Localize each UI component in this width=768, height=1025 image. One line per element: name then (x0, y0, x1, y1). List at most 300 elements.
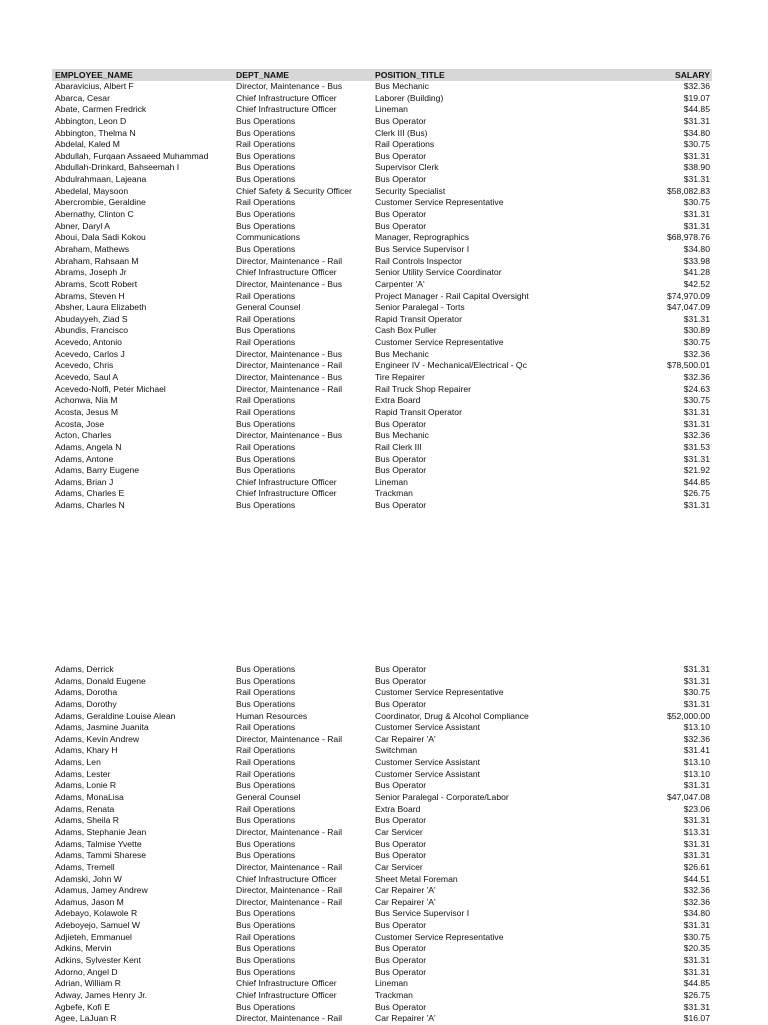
table-row (52, 128, 712, 140)
cell-dept-name: Bus Operations (236, 453, 296, 464)
table-row (52, 827, 712, 839)
cell-employee-name: Adams, Dorotha (55, 687, 118, 698)
cell-salary: $31.31 (683, 209, 710, 220)
cell-dept-name: Director, Maintenance - Bus (236, 430, 343, 441)
cell-dept-name: Rail Operations (236, 931, 296, 942)
cell-employee-name: Adrian, William R (55, 978, 121, 989)
cell-salary: $31.31 (683, 220, 710, 231)
cell-position-title: Bus Operator (375, 850, 427, 861)
cell-dept-name: General Counsel (236, 302, 301, 313)
cell-dept-name: Bus Operations (236, 815, 296, 826)
cell-salary: $38.90 (683, 162, 710, 173)
cell-dept-name: Director, Maintenance - Rail (236, 255, 343, 266)
cell-employee-name: Adjieteh, Emmanuel (55, 931, 132, 942)
cell-salary: $31.31 (683, 850, 710, 861)
cell-dept-name: Rail Operations (236, 722, 296, 733)
cell-salary: $74,970.09 (666, 290, 710, 301)
cell-dept-name: Director, Maintenance - Bus (236, 348, 343, 359)
table-row (52, 990, 712, 1002)
table-row (52, 244, 712, 256)
cell-employee-name: Abedelal, Maysoon (55, 185, 129, 196)
cell-position-title: Lineman (375, 978, 408, 989)
cell-dept-name: Director, Maintenance - Rail (236, 1013, 343, 1024)
cell-employee-name: Adorno, Angel D (55, 966, 118, 977)
table-row (52, 407, 712, 419)
cell-dept-name: Bus Operations (236, 675, 296, 686)
cell-dept-name: Rail Operations (236, 745, 296, 756)
table-row (52, 442, 712, 454)
cell-salary: $26.75 (683, 488, 710, 499)
cell-dept-name: Rail Operations (236, 768, 296, 779)
table-row (52, 897, 712, 909)
cell-position-title: Supervisor Clerk (375, 162, 439, 173)
cell-position-title: Car Servicer (375, 826, 423, 837)
cell-position-title: Bus Operator (375, 115, 427, 126)
cell-position-title: Customer Service Assistant (375, 757, 481, 768)
cell-salary: $31.31 (683, 406, 710, 417)
table-row (52, 908, 712, 920)
cell-dept-name: Chief Infrastructure Officer (236, 476, 337, 487)
cell-dept-name: Director, Maintenance - Bus (236, 278, 343, 289)
cell-salary: $30.89 (683, 325, 710, 336)
table-row (52, 267, 712, 279)
cell-position-title: Bus Operator (375, 943, 427, 954)
cell-position-title: Senior Paralegal - Corporate/Labor (375, 792, 509, 803)
cell-position-title: Car Repairer 'A' (375, 885, 436, 896)
table-row (52, 920, 712, 932)
cell-position-title: Bus Mechanic (375, 430, 429, 441)
cell-dept-name: Director, Maintenance - Bus (236, 81, 343, 91)
cell-employee-name: Acevedo, Saul A (55, 372, 119, 383)
cell-position-title: Rail Controls Inspector (375, 255, 462, 266)
cell-employee-name: Adams, Angela N (55, 441, 122, 452)
table-row (52, 104, 712, 116)
cell-position-title: Rapid Transit Operator (375, 313, 462, 324)
cell-salary: $32.36 (683, 348, 710, 359)
cell-salary: $31.31 (683, 313, 710, 324)
cell-salary: $32.36 (683, 81, 710, 91)
cell-dept-name: Director, Maintenance - Rail (236, 360, 343, 371)
table-row (52, 454, 712, 466)
cell-position-title: Bus Operator (375, 838, 427, 849)
cell-position-title: Bus Operator (375, 465, 427, 476)
table-row (52, 932, 712, 944)
cell-employee-name: Acevedo, Antonio (55, 337, 122, 348)
cell-salary: $31.31 (683, 920, 710, 931)
table-row (52, 430, 712, 442)
cell-salary: $13.10 (683, 757, 710, 768)
cell-employee-name: Adams, Len (55, 757, 101, 768)
cell-employee-name: Adams, Tammi Sharese (55, 850, 147, 861)
cell-position-title: Tire Repairer (375, 372, 425, 383)
cell-dept-name: Bus Operations (236, 955, 296, 966)
cell-employee-name: Achonwa, Nia M (55, 395, 118, 406)
cell-employee-name: Abarca, Cesar (55, 92, 110, 103)
cell-employee-name: Abrams, Steven H (55, 290, 125, 301)
cell-salary: $20.35 (683, 943, 710, 954)
cell-position-title: Manager, Reprographics (375, 232, 470, 243)
cell-salary: $32.36 (683, 733, 710, 744)
cell-position-title: Customer Service Representative (375, 337, 504, 348)
cell-dept-name: Bus Operations (236, 943, 296, 954)
cell-dept-name: Rail Operations (236, 803, 296, 814)
header-salary: SALARY (674, 70, 710, 80)
cell-position-title: Bus Operator (375, 150, 427, 161)
cell-salary: $30.75 (683, 139, 710, 150)
table-body-1 (52, 81, 712, 512)
cell-dept-name: Director, Maintenance - Rail (236, 383, 343, 394)
cell-salary: $31.31 (683, 150, 710, 161)
cell-dept-name: Rail Operations (236, 337, 296, 348)
cell-dept-name: Director, Maintenance - Rail (236, 896, 343, 907)
cell-employee-name: Adams, Lonie R (55, 780, 117, 791)
cell-employee-name: Adams, Stephanie Jean (55, 826, 147, 837)
table-row (52, 850, 712, 862)
table-row (52, 676, 712, 688)
table-row (52, 302, 712, 314)
table-row (52, 256, 712, 268)
cell-dept-name: Chief Infrastructure Officer (236, 989, 337, 1000)
cell-employee-name: Adams, Kevin Andrew (55, 733, 140, 744)
cell-employee-name: Adams, Charles N (55, 500, 125, 511)
cell-employee-name: Adams, Barry Eugene (55, 465, 140, 476)
cell-salary: $30.75 (683, 687, 710, 698)
cell-dept-name: Bus Operations (236, 465, 296, 476)
cell-dept-name: Bus Operations (236, 150, 296, 161)
cell-position-title: Laborer (Building) (375, 92, 444, 103)
cell-salary: $31.31 (683, 453, 710, 464)
cell-salary: $30.75 (683, 931, 710, 942)
table-row (52, 664, 712, 676)
cell-salary: $31.41 (683, 745, 710, 756)
cell-dept-name: Director, Maintenance - Rail (236, 885, 343, 896)
cell-employee-name: Acosta, Jesus M (55, 406, 119, 417)
cell-salary: $41.28 (683, 267, 710, 278)
cell-position-title: Clerk III (Bus) (375, 127, 428, 138)
cell-employee-name: Abdulrahmaan, Lajeana (55, 174, 147, 185)
cell-salary: $31.31 (683, 698, 710, 709)
cell-dept-name: Human Resources (236, 710, 308, 721)
cell-employee-name: Acevedo, Chris (55, 360, 114, 371)
cell-employee-name: Adams, Dorothy (55, 698, 117, 709)
cell-salary: $30.75 (683, 395, 710, 406)
cell-employee-name: Adams, Brian J (55, 476, 114, 487)
table-row (52, 291, 712, 303)
table-row (52, 815, 712, 827)
table-row (52, 874, 712, 886)
cell-position-title: Customer Service Representative (375, 687, 504, 698)
cell-salary: $16.07 (683, 1013, 710, 1024)
table-row (52, 116, 712, 128)
cell-position-title: Bus Operator (375, 815, 427, 826)
cell-position-title: Bus Service Supervisor I (375, 243, 470, 254)
cell-salary: $13.10 (683, 722, 710, 733)
table-row (52, 465, 712, 477)
cell-dept-name: Rail Operations (236, 757, 296, 768)
table-row (52, 955, 712, 967)
cell-position-title: Bus Operator (375, 220, 427, 231)
cell-dept-name: Bus Operations (236, 850, 296, 861)
cell-employee-name: Adams, Lester (55, 768, 111, 779)
cell-employee-name: Absher, Laura Elizabeth (55, 302, 147, 313)
cell-dept-name: Bus Operations (236, 325, 296, 336)
cell-dept-name: Bus Operations (236, 500, 296, 511)
table-row (52, 186, 712, 198)
cell-position-title: Rail Truck Shop Repairer (375, 383, 472, 394)
cell-position-title: Coordinator, Drug & Alcohol Compliance (375, 710, 529, 721)
cell-position-title: Bus Operator (375, 675, 427, 686)
cell-position-title: Trackman (375, 488, 413, 499)
cell-employee-name: Adams, Antone (55, 453, 114, 464)
cell-employee-name: Abrams, Joseph Jr (55, 267, 127, 278)
table-row (52, 722, 712, 734)
cell-dept-name: Rail Operations (236, 441, 296, 452)
table-row (52, 337, 712, 349)
cell-employee-name: Agee, LaJuan R (55, 1013, 117, 1024)
employee-table-block-1 (52, 69, 712, 512)
cell-employee-name: Adkins, Sylvester Kent (55, 955, 141, 966)
cell-position-title: Bus Operator (375, 698, 427, 709)
cell-dept-name: Bus Operations (236, 780, 296, 791)
cell-dept-name: Bus Operations (236, 220, 296, 231)
table-row (52, 1002, 712, 1014)
table-row (52, 862, 712, 874)
cell-dept-name: General Counsel (236, 792, 301, 803)
cell-position-title: Rail Clerk III (375, 441, 422, 452)
cell-position-title: Rail Operations (375, 139, 435, 150)
cell-position-title: Cash Box Puller (375, 325, 437, 336)
table-row (52, 769, 712, 781)
header-dept-name: DEPT_NAME (236, 70, 290, 80)
cell-dept-name: Chief Safety & Security Officer (236, 185, 352, 196)
table-body-2 (52, 664, 712, 1025)
cell-position-title: Extra Board (375, 803, 421, 814)
cell-salary: $21.92 (683, 465, 710, 476)
table-row (52, 174, 712, 186)
cell-employee-name: Abercrombie, Geraldine (55, 197, 146, 208)
cell-position-title: Bus Operator (375, 500, 427, 511)
table-row (52, 757, 712, 769)
cell-employee-name: Abbington, Leon D (55, 115, 127, 126)
employee-table-block-2 (52, 664, 712, 1025)
table-row (52, 885, 712, 897)
cell-employee-name: Adams, Khary H (55, 745, 118, 756)
table-row (52, 360, 712, 372)
cell-employee-name: Adams, Jasmine Juanita (55, 722, 149, 733)
table-row (52, 93, 712, 105)
cell-position-title: Bus Operator (375, 966, 427, 977)
cell-salary: $26.61 (683, 861, 710, 872)
cell-employee-name: Adams, Renata (55, 803, 115, 814)
cell-position-title: Security Specialist (375, 185, 446, 196)
cell-position-title: Senior Paralegal - Torts (375, 302, 465, 313)
cell-salary: $31.31 (683, 500, 710, 511)
cell-dept-name: Bus Operations (236, 127, 296, 138)
cell-salary: $47,047.08 (666, 792, 710, 803)
cell-employee-name: Adams, Derrick (55, 664, 114, 674)
cell-dept-name: Bus Operations (236, 209, 296, 220)
cell-dept-name: Bus Operations (236, 174, 296, 185)
cell-employee-name: Agbefe, Kofi E (55, 1001, 110, 1012)
cell-dept-name: Bus Operations (236, 1001, 296, 1012)
cell-position-title: Carpenter 'A' (375, 278, 425, 289)
cell-employee-name: Adkins, Mervin (55, 943, 112, 954)
table-row (52, 839, 712, 851)
cell-salary: $32.36 (683, 372, 710, 383)
cell-salary: $34.80 (683, 908, 710, 919)
cell-salary: $31.31 (683, 838, 710, 849)
cell-employee-name: Adams, Talmise Yvette (55, 838, 142, 849)
cell-employee-name: Abner, Daryl A (55, 220, 110, 231)
cell-employee-name: Adeboyejo, Samuel W (55, 920, 141, 931)
cell-employee-name: Adway, James Henry Jr. (55, 989, 148, 1000)
cell-employee-name: Abdullah, Furqaan Assaeed Muhammad (55, 150, 209, 161)
table-row (52, 221, 712, 233)
cell-salary: $47,047.09 (666, 302, 710, 313)
cell-dept-name: Communications (236, 232, 300, 243)
cell-position-title: Sheet Metal Foreman (375, 873, 458, 884)
cell-dept-name: Bus Operations (236, 162, 296, 173)
table-row (52, 734, 712, 746)
cell-employee-name: Abdullah-Drinkard, Bahseemah I (55, 162, 180, 173)
cell-employee-name: Abraham, Rahsaan M (55, 255, 139, 266)
table-row (52, 943, 712, 955)
cell-salary: $68,978.76 (666, 232, 710, 243)
cell-dept-name: Bus Operations (236, 243, 296, 254)
cell-salary: $31.31 (683, 418, 710, 429)
cell-salary: $31.31 (683, 115, 710, 126)
cell-dept-name: Bus Operations (236, 920, 296, 931)
cell-dept-name: Chief Infrastructure Officer (236, 978, 337, 989)
cell-position-title: Car Repairer 'A' (375, 896, 436, 907)
cell-position-title: Car Repairer 'A' (375, 1013, 436, 1024)
cell-salary: $19.07 (683, 92, 710, 103)
cell-position-title: Bus Mechanic (375, 81, 429, 91)
cell-position-title: Bus Mechanic (375, 348, 429, 359)
cell-position-title: Bus Service Supervisor I (375, 908, 470, 919)
cell-employee-name: Adams, Geraldine Louise Alean (55, 710, 176, 721)
cell-employee-name: Adamus, Jason M (55, 896, 124, 907)
table-row (52, 197, 712, 209)
cell-dept-name: Rail Operations (236, 197, 296, 208)
cell-dept-name: Rail Operations (236, 313, 296, 324)
cell-position-title: Customer Service Representative (375, 197, 504, 208)
cell-position-title: Trackman (375, 989, 413, 1000)
cell-salary: $31.31 (683, 955, 710, 966)
cell-salary: $31.31 (683, 780, 710, 791)
table-row (52, 978, 712, 990)
table-row (52, 699, 712, 711)
cell-position-title: Bus Operator (375, 920, 427, 931)
cell-employee-name: Adams, MonaLisa (55, 792, 124, 803)
table-row (52, 477, 712, 489)
cell-position-title: Switchman (375, 745, 418, 756)
table-row (52, 349, 712, 361)
cell-position-title: Extra Board (375, 395, 421, 406)
cell-dept-name: Rail Operations (236, 406, 296, 417)
cell-salary: $52,000.00 (666, 710, 710, 721)
cell-salary: $44.85 (683, 476, 710, 487)
cell-dept-name: Chief Infrastructure Officer (236, 267, 337, 278)
cell-dept-name: Chief Infrastructure Officer (236, 488, 337, 499)
table-row (52, 488, 712, 500)
cell-employee-name: Acton, Charles (55, 430, 112, 441)
table-row (52, 687, 712, 699)
cell-salary: $34.80 (683, 127, 710, 138)
cell-dept-name: Bus Operations (236, 966, 296, 977)
cell-salary: $31.31 (683, 1001, 710, 1012)
cell-dept-name: Chief Infrastructure Officer (236, 873, 337, 884)
table-row (52, 232, 712, 244)
cell-position-title: Bus Operator (375, 209, 427, 220)
cell-dept-name: Rail Operations (236, 290, 296, 301)
cell-position-title: Engineer IV - Mechanical/Electrical - Qc (375, 360, 527, 371)
cell-salary: $78,500.01 (666, 360, 710, 371)
table-row (52, 162, 712, 174)
cell-salary: $44.51 (683, 873, 710, 884)
cell-salary: $24.63 (683, 383, 710, 394)
cell-dept-name: Director, Maintenance - Rail (236, 826, 343, 837)
cell-dept-name: Rail Operations (236, 139, 296, 150)
table-row (52, 384, 712, 396)
table-row (52, 780, 712, 792)
cell-dept-name: Rail Operations (236, 395, 296, 406)
cell-position-title: Bus Operator (375, 1001, 427, 1012)
header-employee-name: EMPLOYEE_NAME (55, 70, 133, 80)
table-row (52, 804, 712, 816)
cell-salary: $31.53 (683, 441, 710, 452)
cell-salary: $44.85 (683, 104, 710, 115)
table-row (52, 81, 712, 93)
cell-position-title: Bus Operator (375, 955, 427, 966)
cell-salary: $32.36 (683, 430, 710, 441)
table-row (52, 967, 712, 979)
cell-employee-name: Adams, Charles E (55, 488, 125, 499)
cell-salary: $32.36 (683, 885, 710, 896)
table-row (52, 1013, 712, 1025)
cell-position-title: Bus Operator (375, 780, 427, 791)
cell-employee-name: Acevedo-Nolfi, Peter Michael (55, 383, 166, 394)
cell-employee-name: Abernathy, Clinton C (55, 209, 134, 220)
cell-employee-name: Abraham, Mathews (55, 243, 130, 254)
cell-employee-name: Adams, Donald Eugene (55, 675, 146, 686)
cell-salary: $31.31 (683, 174, 710, 185)
cell-employee-name: Abudayyeh, Ziad S (55, 313, 128, 324)
cell-salary: $44.85 (683, 978, 710, 989)
cell-salary: $31.31 (683, 966, 710, 977)
cell-employee-name: Abundis, Francisco (55, 325, 129, 336)
cell-salary: $32.36 (683, 896, 710, 907)
cell-position-title: Rapid Transit Operator (375, 406, 462, 417)
table-row (52, 139, 712, 151)
table-row (52, 325, 712, 337)
cell-position-title: Bus Operator (375, 418, 427, 429)
cell-dept-name: Bus Operations (236, 698, 296, 709)
cell-position-title: Bus Operator (375, 664, 427, 674)
cell-position-title: Customer Service Representative (375, 931, 504, 942)
table-row (52, 395, 712, 407)
table-row (52, 792, 712, 804)
table-row (52, 314, 712, 326)
table-row (52, 279, 712, 291)
cell-employee-name: Adams, Tremell (55, 861, 115, 872)
cell-position-title: Lineman (375, 476, 408, 487)
header-position-title: POSITION_TITLE (375, 70, 445, 80)
cell-employee-name: Abbington, Thelma N (55, 127, 136, 138)
cell-employee-name: Abdelal, Kaled M (55, 139, 120, 150)
cell-salary: $26.75 (683, 989, 710, 1000)
cell-employee-name: Abrams, Scott Robert (55, 278, 138, 289)
